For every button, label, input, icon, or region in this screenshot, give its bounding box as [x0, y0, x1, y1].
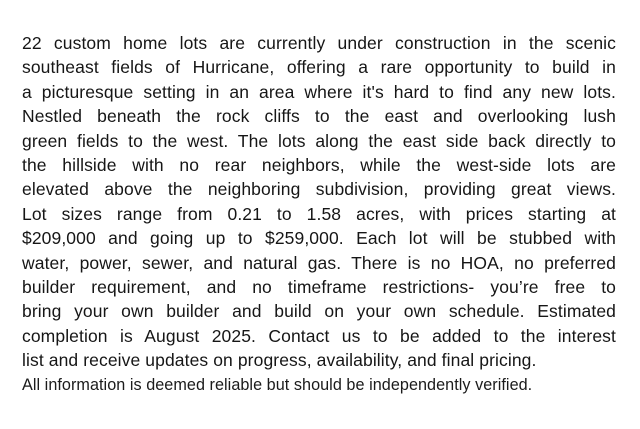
description-line: completion is August 2025. Contact us to be added to the interest: [22, 325, 616, 346]
description-line: a picturesque setting in an area where it's hard to find any new lots.: [22, 81, 616, 102]
description-line: southeast fields of Hurricane, offering a rare opportunity to build in: [22, 57, 616, 78]
description-line: builder requirement, and no timeframe restrictions- you’re free to: [22, 277, 616, 298]
description-line: $209,000 and going up to $259,000. Each lot will be stubbed with: [22, 228, 616, 249]
description-paragraph: [22, 31, 616, 397]
description-line: elevated above the neighboring subdivision, providing great views.: [22, 179, 616, 200]
description-line: bring your own builder and build on your own schedule. Estimated: [22, 301, 616, 322]
description-line: Nestled beneath the rock cliffs to the east and overlooking lush: [22, 106, 616, 127]
description-line: Lot sizes range from 0.21 to 1.58 acres, with prices starting at: [22, 203, 616, 224]
description-line: 22 custom home lots are currently under construction in the scenic: [22, 33, 616, 53]
disclaimer-text: All information is deemed reliable but should be independently verified.: [22, 375, 533, 394]
description-line: the hillside with no rear neighbors, while the west-side lots are: [22, 155, 616, 176]
description-line: list and receive updates on progress, availability, and final pricing.: [22, 350, 537, 371]
description-line: green fields to the west. The lots along the east side back directly to: [22, 130, 616, 151]
description-line: water, power, sewer, and natural gas. There is no HOA, no preferred: [22, 252, 616, 273]
